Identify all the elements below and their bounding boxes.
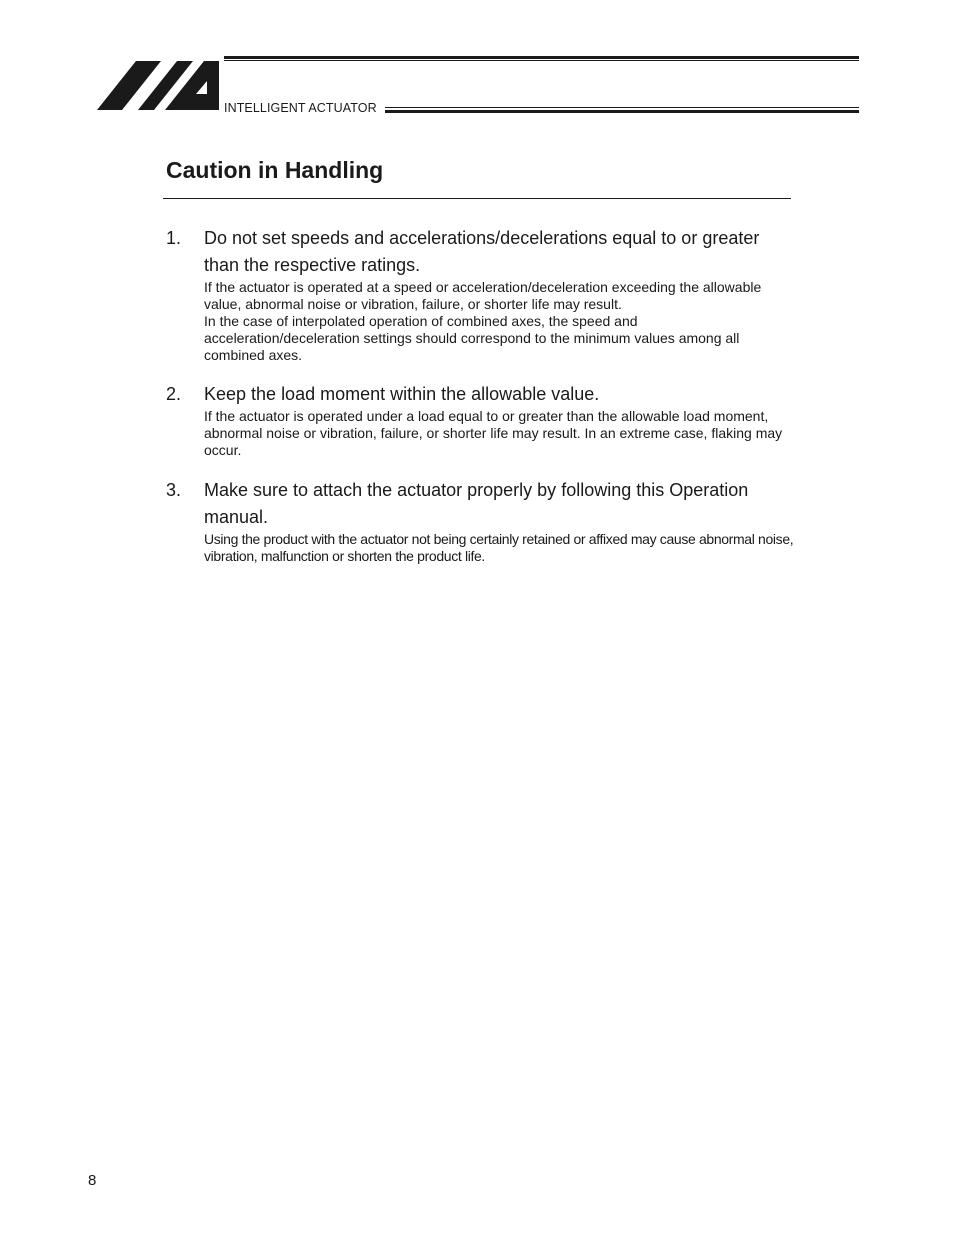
item-body: In the case of interpolated operation of combined axes, the speed and acceleration/deceleration settings should correspond to the minimum values among all combined axes. [204, 313, 740, 363]
caution-list [166, 225, 794, 565]
item-heading: Make sure to attach the actuator properly by following this Operation manual. [204, 480, 749, 527]
page-title: Caution in Handling [166, 157, 384, 183]
header-right-rule [385, 107, 859, 114]
item-number: 1. [166, 228, 182, 248]
caution-item-2 [166, 381, 794, 459]
header-top-rule [224, 56, 859, 62]
caution-item-3 [166, 477, 794, 565]
caution-item-1 [166, 225, 794, 364]
item-number: 2. [166, 384, 182, 404]
page-number: 8 [88, 1172, 97, 1189]
title-underline [163, 198, 791, 199]
brand-name: INTELLIGENT ACTUATOR [224, 101, 377, 115]
iai-logo [97, 58, 219, 110]
item-body: If the actuator is operated under a load equal to or greater than the allowable load moment, abnormal noise or vibration, failure, or shorter life may result. In an extreme case, flaking may occur. [204, 408, 783, 458]
item-heading: Keep the load moment within the allowable value. [204, 384, 600, 404]
item-heading: Do not set speeds and accelerations/decelerations equal to or greater than the respective ratings. [204, 228, 760, 275]
item-body: If the actuator is operated at a speed or acceleration/deceleration exceeding the allowable value, abnormal noise or vibration, failure, or shorter life may result. [204, 279, 762, 312]
page-header [0, 0, 954, 130]
item-body: Using the product with the actuator not being certainly retained or affixed may cause abnormal noise, vibration, malfunction or shorten the product life. [204, 531, 794, 564]
item-number: 3. [166, 480, 182, 500]
